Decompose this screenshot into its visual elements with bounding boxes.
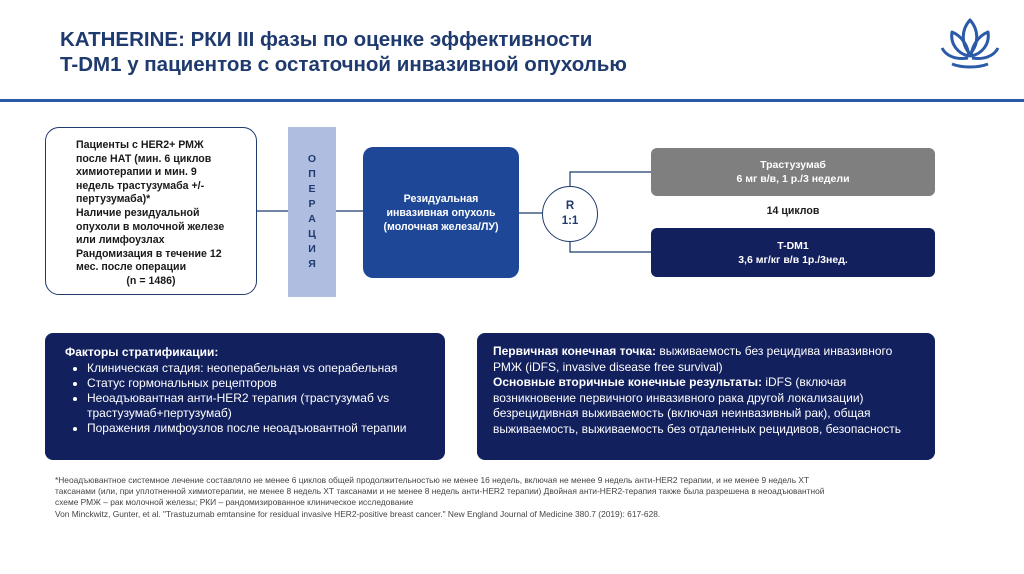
arm-dose: 6 мг в/в, 1 р./3 недели xyxy=(736,173,850,185)
patient-line: опухоли в молочной железе xyxy=(76,220,225,233)
patient-line: Рандомизация в течение 12 xyxy=(76,247,222,260)
list-item: • Клиническая стадия: неоперабельная vs операбельная xyxy=(87,361,433,376)
residual-tumor-label: Резидуальная инвазивная опухоль (молочная железа/ЛУ) xyxy=(383,192,499,233)
operation-letter: Ц xyxy=(308,228,316,240)
patient-line: мес. после операции xyxy=(76,261,187,274)
connector-random-tdm1 xyxy=(570,242,651,252)
operation-letter: А xyxy=(308,213,316,225)
operation-letter: Я xyxy=(308,258,316,270)
operation-bar xyxy=(288,127,336,297)
footnote-line: *Неоадъювантное системное лечение составляло не менее 6 циклов общей продолжительностью не менее 16 недель, включая не менее 9 недель анти-HER2 терапии, и не менее 9 недель ХТ xyxy=(55,475,810,485)
stratification-heading: Факторы стратификации: xyxy=(65,345,219,359)
patient-line: или лимфоузлах xyxy=(76,234,165,247)
arm-dose: 3,6 мг/кг в/в 1р./3нед. xyxy=(738,253,848,266)
title-line-2: T-DM1 у пациентов с остаточной инвазивной опухолью xyxy=(60,53,627,76)
list-item: • Неоадъювантная анти-HER2 терапия (трастузумаб vs трастузумаб+пертузумаб) xyxy=(87,391,433,421)
operation-letter: Р xyxy=(308,198,316,210)
randomization-ratio: 1:1 xyxy=(561,215,579,227)
arm-name: T-DM1 xyxy=(777,239,809,252)
patient-line: химиотерапии и мин. 9 xyxy=(76,166,197,179)
footnote xyxy=(55,475,955,520)
patient-line: недель трастузумаба +/- xyxy=(76,179,205,192)
randomization-circle xyxy=(542,186,598,242)
arm-trastuzumab xyxy=(651,148,935,196)
footnote-line: таксанами (или, при уплотненной химиотерапии, не менее 8 недель ХТ таксанами и не менее 8 недель анти-HER2 терапии) Двойная анти-HER2-терапия также была разрешена в неоадъювантной xyxy=(55,486,825,497)
patient-line: пертузумаба)* xyxy=(76,193,151,206)
operation-letter: Е xyxy=(308,183,316,195)
residual-tumor-box xyxy=(363,147,519,278)
cycles-label: 14 циклов xyxy=(766,205,820,217)
primary-endpoint-label: Первичная конечная точка: xyxy=(493,344,657,358)
patient-line: после НАТ (мин. 6 циклов xyxy=(76,152,212,165)
patient-line: Пациенты с HER2+ РМЖ xyxy=(76,139,204,151)
footnote-reference: Von Minckwitz, Gunter, et al. "Trastuzumab emtansine for residual invasive HER2-positive breast cancer." New England Journal of Medicine 380.7 (2019): 617-628. xyxy=(55,508,661,519)
connector-random-trastuzumab xyxy=(570,172,651,186)
footnote-line: схеме РМЖ – рак молочной железы; РКИ – рандомизированное клиническое исследование xyxy=(55,497,414,508)
title-line-1: KATHERINE: РКИ III фазы по оценке эффективности xyxy=(60,28,593,51)
patient-line: Наличие резидуальной xyxy=(76,206,200,219)
stratification-box xyxy=(45,333,445,460)
operation-letter: П xyxy=(308,168,316,180)
secondary-endpoint-text: iDFS (включая возникновение первичного инвазивного рака другой локализации) безрецидивная выживаемость (включая неинвазивный рак), общая выживаемость, выживаемость без отдаленных рецидивов, безопасность xyxy=(493,375,902,436)
list-item: • Поражения лимфоузлов после неоадъювантной терапии xyxy=(87,421,433,436)
primary-endpoint-text: выживаемость без рецидива инвазивного РМЖ (iDFS, invasive disease free survival) xyxy=(493,344,893,374)
arm-name: Трастузумаб xyxy=(760,159,826,171)
operation-letter: О xyxy=(307,153,317,165)
sample-size: (n = 1486) xyxy=(126,274,176,287)
arm-tdm1 xyxy=(651,228,935,277)
stratification-list xyxy=(65,361,433,436)
randomization-letter: R xyxy=(565,200,575,212)
operation-letter: И xyxy=(308,243,316,255)
endpoints-box xyxy=(477,333,935,460)
list-item: • Статус гормональных рецепторов xyxy=(87,376,433,391)
secondary-endpoint-label: Основные вторичные конечные результаты: xyxy=(493,375,762,390)
patient-eligibility-box xyxy=(45,127,257,295)
